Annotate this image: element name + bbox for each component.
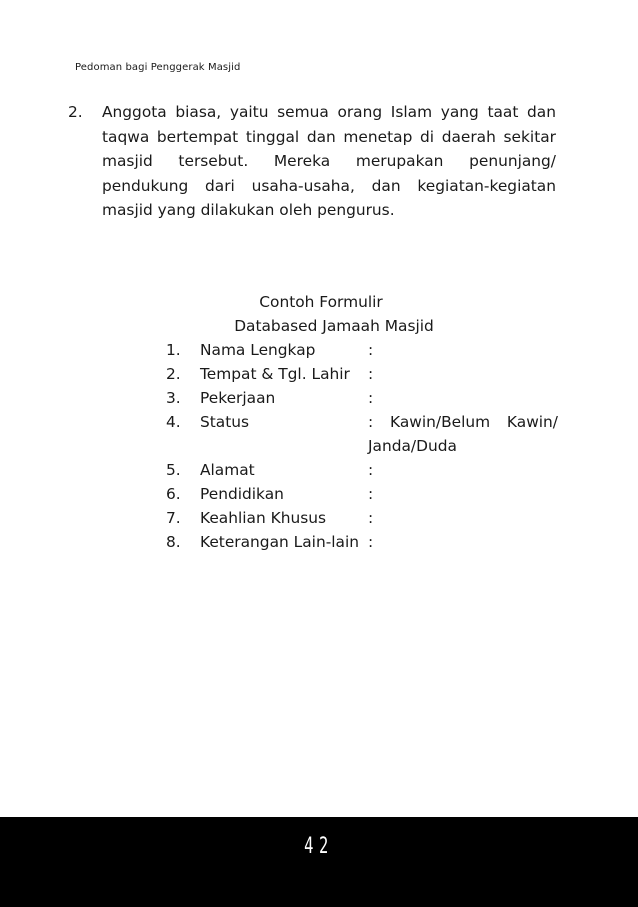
form-subtitle: Databased Jamaah Masjid [234, 317, 434, 335]
field-label: Alamat [200, 461, 255, 479]
field-colon: : [368, 461, 374, 479]
form-field-row [166, 410, 558, 458]
form-field-row [166, 530, 558, 554]
field-colon: : Kawin/Belum Kawin/ Janda/Duda [368, 413, 558, 455]
list-item-number: 2. [68, 103, 83, 121]
field-label: Keahlian Khusus [200, 509, 327, 527]
field-colon: : [368, 485, 374, 503]
list-item [68, 100, 556, 223]
list-item-text: Anggota biasa, yaitu semua orang Islam yang taat dan taqwa bertempat tinggal dan menetap di daerah sekitar masjid tersebut. Mereka merupakan penunjang/ pendukung dari usaha-usaha, dan kegiatan-kegiatan masjid yang dilakukan oleh pengurus. [102, 103, 556, 219]
field-number: 2. [166, 365, 181, 383]
form-field-row [166, 482, 558, 506]
footer-bar [0, 817, 638, 907]
field-number: 6. [166, 485, 181, 503]
field-colon: : [368, 533, 374, 551]
field-label: Status [200, 413, 250, 431]
form-field-row [166, 338, 558, 362]
field-value: Kawin/Belum Kawin/ Janda/Duda [368, 413, 558, 455]
field-colon: : [368, 509, 374, 527]
form-field-row [166, 362, 558, 386]
field-label: Tempat & Tgl. Lahir [200, 365, 350, 383]
field-number: 1. [166, 341, 181, 359]
field-number: 3. [166, 389, 181, 407]
field-number: 7. [166, 509, 181, 527]
form-field-row [166, 506, 558, 530]
form-field-row [166, 386, 558, 410]
page-number: 42 [304, 834, 334, 859]
field-number: 5. [166, 461, 181, 479]
field-label: Keterangan Lain-lain [200, 533, 359, 551]
field-colon: : [368, 389, 374, 407]
field-number: 8. [166, 533, 181, 551]
field-colon: : [368, 365, 374, 383]
running-header: Pedoman bagi Penggerak Masjid [75, 62, 241, 73]
form-title: Contoh Formulir [259, 293, 383, 311]
form-field-row [166, 458, 558, 482]
field-colon: : [368, 341, 374, 359]
field-label: Nama Lengkap [200, 341, 316, 359]
field-number: 4. [166, 413, 181, 431]
form-fields [166, 338, 558, 554]
field-label: Pendidikan [200, 485, 284, 503]
field-label: Pekerjaan [200, 389, 276, 407]
